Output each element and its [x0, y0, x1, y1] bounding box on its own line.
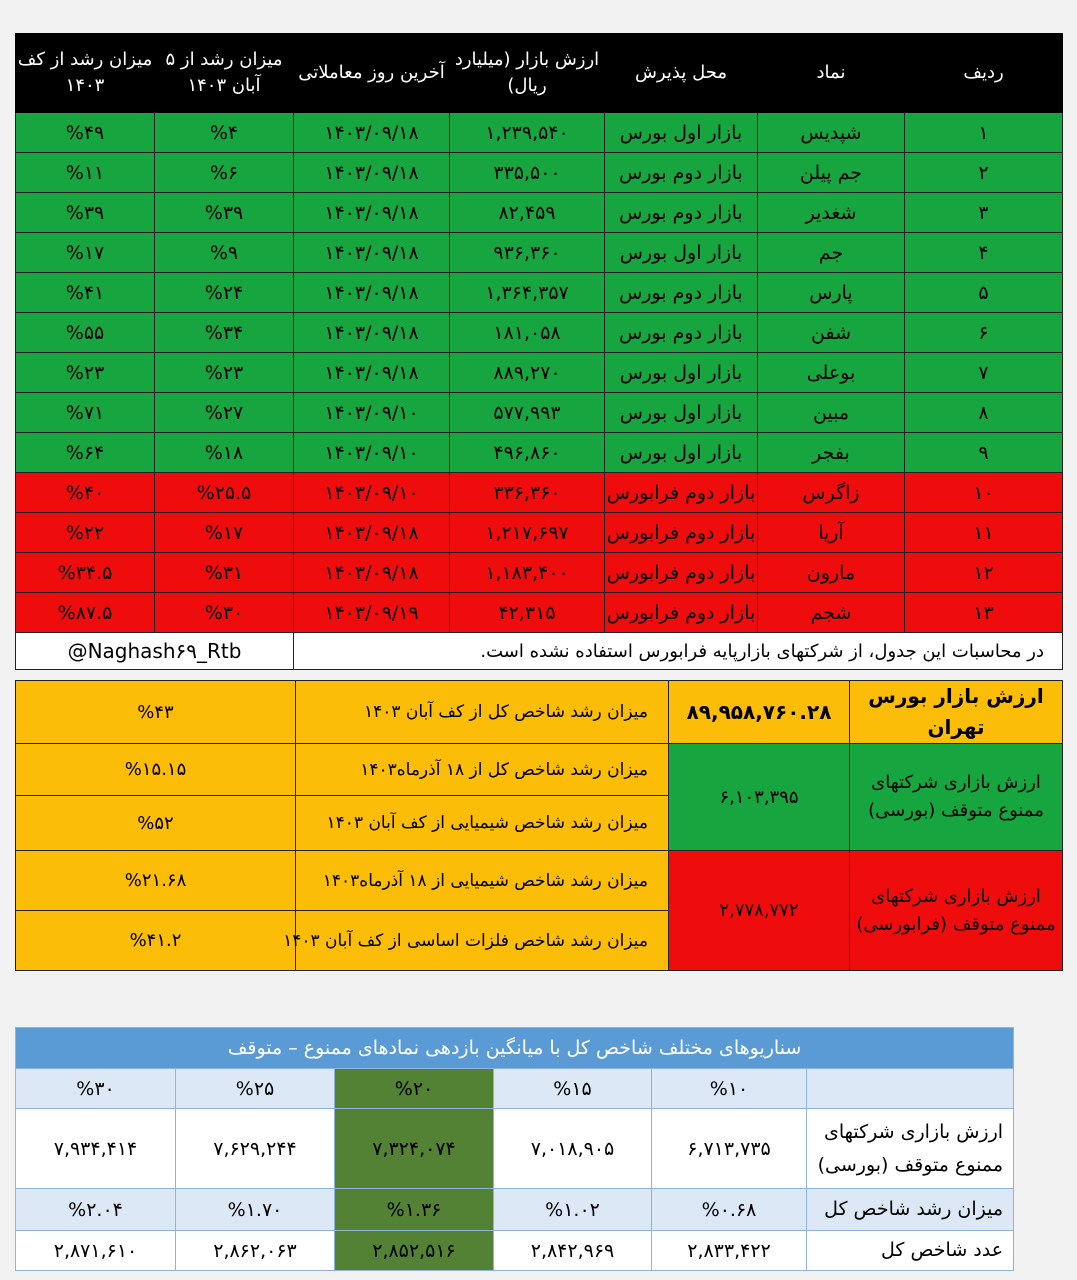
- growth-kaf-cell: %۵۵: [16, 313, 155, 353]
- market-value-cell: ۱,۲۱۷,۶۹۷: [450, 513, 605, 553]
- tehran-market-label: ارزش بازار بورس تهران: [850, 681, 1063, 744]
- growth-kaf-cell: %۶۴: [16, 433, 155, 473]
- growth-kaf-cell: %۲۲: [16, 513, 155, 553]
- last-trade-date-cell: ۱۴۰۳/۰۹/۱۸: [294, 553, 450, 593]
- last-trade-date-cell: ۱۴۰۳/۰۹/۱۰: [294, 393, 450, 433]
- market-cell: بازار دوم فرابورس: [605, 553, 758, 593]
- table-row: [16, 113, 1063, 153]
- summary-desc-4: میزان رشد شاخص شیمیایی از ۱۸ آذرماه۱۴۰۳: [296, 851, 669, 911]
- scenario-growth-25: %۱.۷۰: [176, 1189, 335, 1231]
- market-cell: بازار اول بورس: [605, 233, 758, 273]
- last-trade-date-cell: ۱۴۰۳/۰۹/۱۰: [294, 433, 450, 473]
- summary-value-2: %۱۵.۱۵: [16, 744, 296, 796]
- symbol-cell: شغدیر: [758, 193, 905, 233]
- summary-desc-1: میزان رشد شاخص کل از کف آبان ۱۴۰۳: [296, 681, 669, 744]
- table-row: [16, 233, 1063, 273]
- symbol-cell: مبین: [758, 393, 905, 433]
- tehran-market-value: ۸۹,۹۵۸,۷۶۰.۲۸: [669, 681, 850, 744]
- growth-kaf-cell: %۴۹: [16, 113, 155, 153]
- scenario-index-10: ۲,۸۳۳,۴۲۲: [652, 1231, 807, 1271]
- header-market: محل پذیرش: [605, 34, 758, 113]
- symbol-cell: آریا: [758, 513, 905, 553]
- header-market-value: ارزش بازار (میلیارد ریال): [450, 34, 605, 113]
- market-value-cell: ۵۷۷,۹۹۳: [450, 393, 605, 433]
- growth-aban-cell: %۲۴: [155, 273, 294, 313]
- header-symbol: نماد: [758, 34, 905, 113]
- farabourse-halted-value: ۲,۷۷۸,۷۷۲: [669, 851, 850, 971]
- row-number-cell: ۶: [905, 313, 1063, 353]
- scenario-percent-10: %۱۰: [652, 1069, 807, 1109]
- scenario-index-15: ۲,۸۴۲,۹۶۹: [494, 1231, 652, 1271]
- market-value-cell: ۸۸۹,۲۷۰: [450, 353, 605, 393]
- growth-aban-cell: %۳۰: [155, 593, 294, 633]
- symbol-cell: شفن: [758, 313, 905, 353]
- symbol-cell: پارس: [758, 273, 905, 313]
- growth-kaf-cell: %۷۱: [16, 393, 155, 433]
- growth-aban-cell: %۳۴: [155, 313, 294, 353]
- scenario-percent-15: %۱۵: [494, 1069, 652, 1109]
- market-value-cell: ۱,۲۳۹,۵۴۰: [450, 113, 605, 153]
- symbol-cell: بوعلی: [758, 353, 905, 393]
- bourse-halted-value: ۶,۱۰۳,۳۹۵: [669, 744, 850, 851]
- market-value-cell: ۸۲,۴۵۹: [450, 193, 605, 233]
- row-number-cell: ۱۰: [905, 473, 1063, 513]
- last-trade-date-cell: ۱۴۰۳/۰۹/۱۸: [294, 113, 450, 153]
- row-number-cell: ۷: [905, 353, 1063, 393]
- scenario-growth-10: %۰.۶۸: [652, 1189, 807, 1231]
- growth-aban-cell: %۱۸: [155, 433, 294, 473]
- growth-aban-cell: %۲۷: [155, 393, 294, 433]
- summary-desc-2: میزان رشد شاخص کل از ۱۸ آذرماه۱۴۰۳: [296, 744, 669, 796]
- header-growth-aban: میزان رشد از ۵ آبان ۱۴۰۳: [155, 34, 294, 113]
- table-row: [16, 513, 1063, 553]
- summary-value-4: %۲۱.۶۸: [16, 851, 296, 911]
- market-cell: بازار دوم فرابورس: [605, 473, 758, 513]
- scenario-row-label-value: ارزش بازاری شرکتهای ممنوع متوقف (بورسی): [807, 1109, 1014, 1189]
- table-row: [16, 393, 1063, 433]
- summary-value-5: %۴۱.۲: [16, 911, 296, 971]
- market-value-cell: ۱۸۱,۰۵۸: [450, 313, 605, 353]
- growth-aban-cell: %۳۹: [155, 193, 294, 233]
- growth-kaf-cell: %۸۷.۵: [16, 593, 155, 633]
- scenario-index-20: ۲,۸۵۲,۵۱۶: [335, 1231, 494, 1271]
- symbol-cell: جم پیلن: [758, 153, 905, 193]
- market-cell: بازار اول بورس: [605, 393, 758, 433]
- last-trade-date-cell: ۱۴۰۳/۰۹/۱۹: [294, 593, 450, 633]
- growth-kaf-cell: %۱۱: [16, 153, 155, 193]
- row-number-cell: ۱۲: [905, 553, 1063, 593]
- table-row: [16, 313, 1063, 353]
- market-cell: بازار دوم بورس: [605, 153, 758, 193]
- row-number-cell: ۵: [905, 273, 1063, 313]
- table-row: [16, 353, 1063, 393]
- market-value-cell: ۱,۳۶۴,۳۵۷: [450, 273, 605, 313]
- growth-aban-cell: %۹: [155, 233, 294, 273]
- scenario-growth-15: %۱.۰۲: [494, 1189, 652, 1231]
- row-number-cell: ۱۳: [905, 593, 1063, 633]
- market-value-cell: ۴۹۶,۸۶۰: [450, 433, 605, 473]
- growth-aban-cell: %۴: [155, 113, 294, 153]
- last-trade-date-cell: ۱۴۰۳/۰۹/۱۰: [294, 473, 450, 513]
- scenario-title: سناریوهای مختلف شاخص کل با میانگین بازدهی نمادهای ممنوع – متوقف: [16, 1028, 1014, 1069]
- table-row: [16, 193, 1063, 233]
- scenario-value-20: ۷,۳۲۴,۰۷۴: [335, 1109, 494, 1189]
- summary-value-3: %۵۲: [16, 796, 296, 851]
- table-note: در محاسبات این جدول، از شرکتهای بازارپایه فرابورس استفاده نشده است.: [294, 633, 1063, 670]
- farabourse-halted-label: ارزش بازاری شرکتهای ممنوع متوقف (فرابورسی): [850, 851, 1063, 971]
- symbol-cell: بفجر: [758, 433, 905, 473]
- scenario-percent-20: %۲۰: [335, 1069, 494, 1109]
- header-last-trade-day: آخرین روز معاملاتی: [294, 34, 450, 113]
- row-number-cell: ۴: [905, 233, 1063, 273]
- growth-kaf-cell: %۱۷: [16, 233, 155, 273]
- symbol-cell: شجم: [758, 593, 905, 633]
- scenario-growth-30: %۲.۰۴: [16, 1189, 176, 1231]
- scenario-index-30: ۲,۸۷۱,۶۱۰: [16, 1231, 176, 1271]
- symbol-cell: زاگرس: [758, 473, 905, 513]
- market-cell: بازار دوم بورس: [605, 193, 758, 233]
- growth-kaf-cell: %۴۱: [16, 273, 155, 313]
- last-trade-date-cell: ۱۴۰۳/۰۹/۱۸: [294, 313, 450, 353]
- market-cell: بازار دوم فرابورس: [605, 593, 758, 633]
- symbol-cell: جم: [758, 233, 905, 273]
- table-row: [16, 593, 1063, 633]
- scenario-value-15: ۷,۰۱۸,۹۰۵: [494, 1109, 652, 1189]
- growth-aban-cell: %۲۳: [155, 353, 294, 393]
- last-trade-date-cell: ۱۴۰۳/۰۹/۱۸: [294, 513, 450, 553]
- scenario-row-label-growth: میزان رشد شاخص کل: [807, 1189, 1014, 1231]
- scenario-index-25: ۲,۸۶۲,۰۶۳: [176, 1231, 335, 1271]
- growth-kaf-cell: %۴۰: [16, 473, 155, 513]
- market-value-cell: ۴۲,۳۱۵: [450, 593, 605, 633]
- table-row: [16, 473, 1063, 513]
- summary-value-1: %۴۳: [16, 681, 296, 744]
- market-cell: بازار اول بورس: [605, 113, 758, 153]
- last-trade-date-cell: ۱۴۰۳/۰۹/۱۸: [294, 353, 450, 393]
- table-row: [16, 433, 1063, 473]
- summary-desc-3: میزان رشد شاخص شیمیایی از کف آبان ۱۴۰۳: [296, 796, 669, 851]
- market-value-cell: ۱,۱۸۳,۴۰۰: [450, 553, 605, 593]
- market-value-cell: ۹۳۶,۳۶۰: [450, 233, 605, 273]
- last-trade-date-cell: ۱۴۰۳/۰۹/۱۸: [294, 233, 450, 273]
- market-value-cell: ۳۳۵,۵۰۰: [450, 153, 605, 193]
- last-trade-date-cell: ۱۴۰۳/۰۹/۱۸: [294, 273, 450, 313]
- last-trade-date-cell: ۱۴۰۳/۰۹/۱۸: [294, 193, 450, 233]
- header-row-number: ردیف: [905, 34, 1063, 113]
- scenario-value-30: ۷,۹۳۴,۴۱۴: [16, 1109, 176, 1189]
- symbol-cell: شپدیس: [758, 113, 905, 153]
- summary-desc-5: میزان رشد شاخص فلزات اساسی از کف آبان ۱۴۰۳: [296, 911, 669, 971]
- growth-aban-cell: %۶: [155, 153, 294, 193]
- bourse-halted-label: ارزش بازاری شرکتهای ممنوع متوقف (بورسی): [850, 744, 1063, 851]
- header-growth-kaf: میزان رشد از کف ۱۴۰۳: [16, 34, 155, 113]
- row-number-cell: ۳: [905, 193, 1063, 233]
- table-row: [16, 153, 1063, 193]
- scenario-value-25: ۷,۶۲۹,۲۴۴: [176, 1109, 335, 1189]
- scenario-growth-20: %۱.۳۶: [335, 1189, 494, 1231]
- table-row: [16, 553, 1063, 593]
- market-cell: بازار اول بورس: [605, 353, 758, 393]
- stocks-table: [15, 33, 1063, 670]
- growth-aban-cell: %۲۵.۵: [155, 473, 294, 513]
- market-value-cell: ۳۳۶,۳۶۰: [450, 473, 605, 513]
- scenario-row-label-index: عدد شاخص کل: [807, 1231, 1014, 1271]
- row-number-cell: ۲: [905, 153, 1063, 193]
- scenario-table: [15, 1027, 1014, 1271]
- symbol-cell: مارون: [758, 553, 905, 593]
- growth-kaf-cell: %۲۳: [16, 353, 155, 393]
- growth-aban-cell: %۱۷: [155, 513, 294, 553]
- row-number-cell: ۱۱: [905, 513, 1063, 553]
- row-number-cell: ۱: [905, 113, 1063, 153]
- scenario-value-10: ۶,۷۱۳,۷۳۵: [652, 1109, 807, 1189]
- growth-kaf-cell: %۳۴.۵: [16, 553, 155, 593]
- market-cell: بازار دوم بورس: [605, 313, 758, 353]
- last-trade-date-cell: ۱۴۰۳/۰۹/۱۸: [294, 153, 450, 193]
- summary-table: [15, 680, 1063, 971]
- growth-aban-cell: %۳۱: [155, 553, 294, 593]
- scenario-percent-30: %۳۰: [16, 1069, 176, 1109]
- market-cell: بازار اول بورس: [605, 433, 758, 473]
- note-row: [16, 633, 1063, 670]
- scenario-percent-25: %۲۵: [176, 1069, 335, 1109]
- scenario-corner: [807, 1069, 1014, 1109]
- row-number-cell: ۹: [905, 433, 1063, 473]
- table-row: [16, 273, 1063, 313]
- stocks-table-header: [16, 34, 1063, 113]
- market-cell: بازار دوم بورس: [605, 273, 758, 313]
- author-handle: @Naghash۶۹_Rtb: [16, 633, 294, 670]
- market-cell: بازار دوم فرابورس: [605, 513, 758, 553]
- row-number-cell: ۸: [905, 393, 1063, 433]
- growth-kaf-cell: %۳۹: [16, 193, 155, 233]
